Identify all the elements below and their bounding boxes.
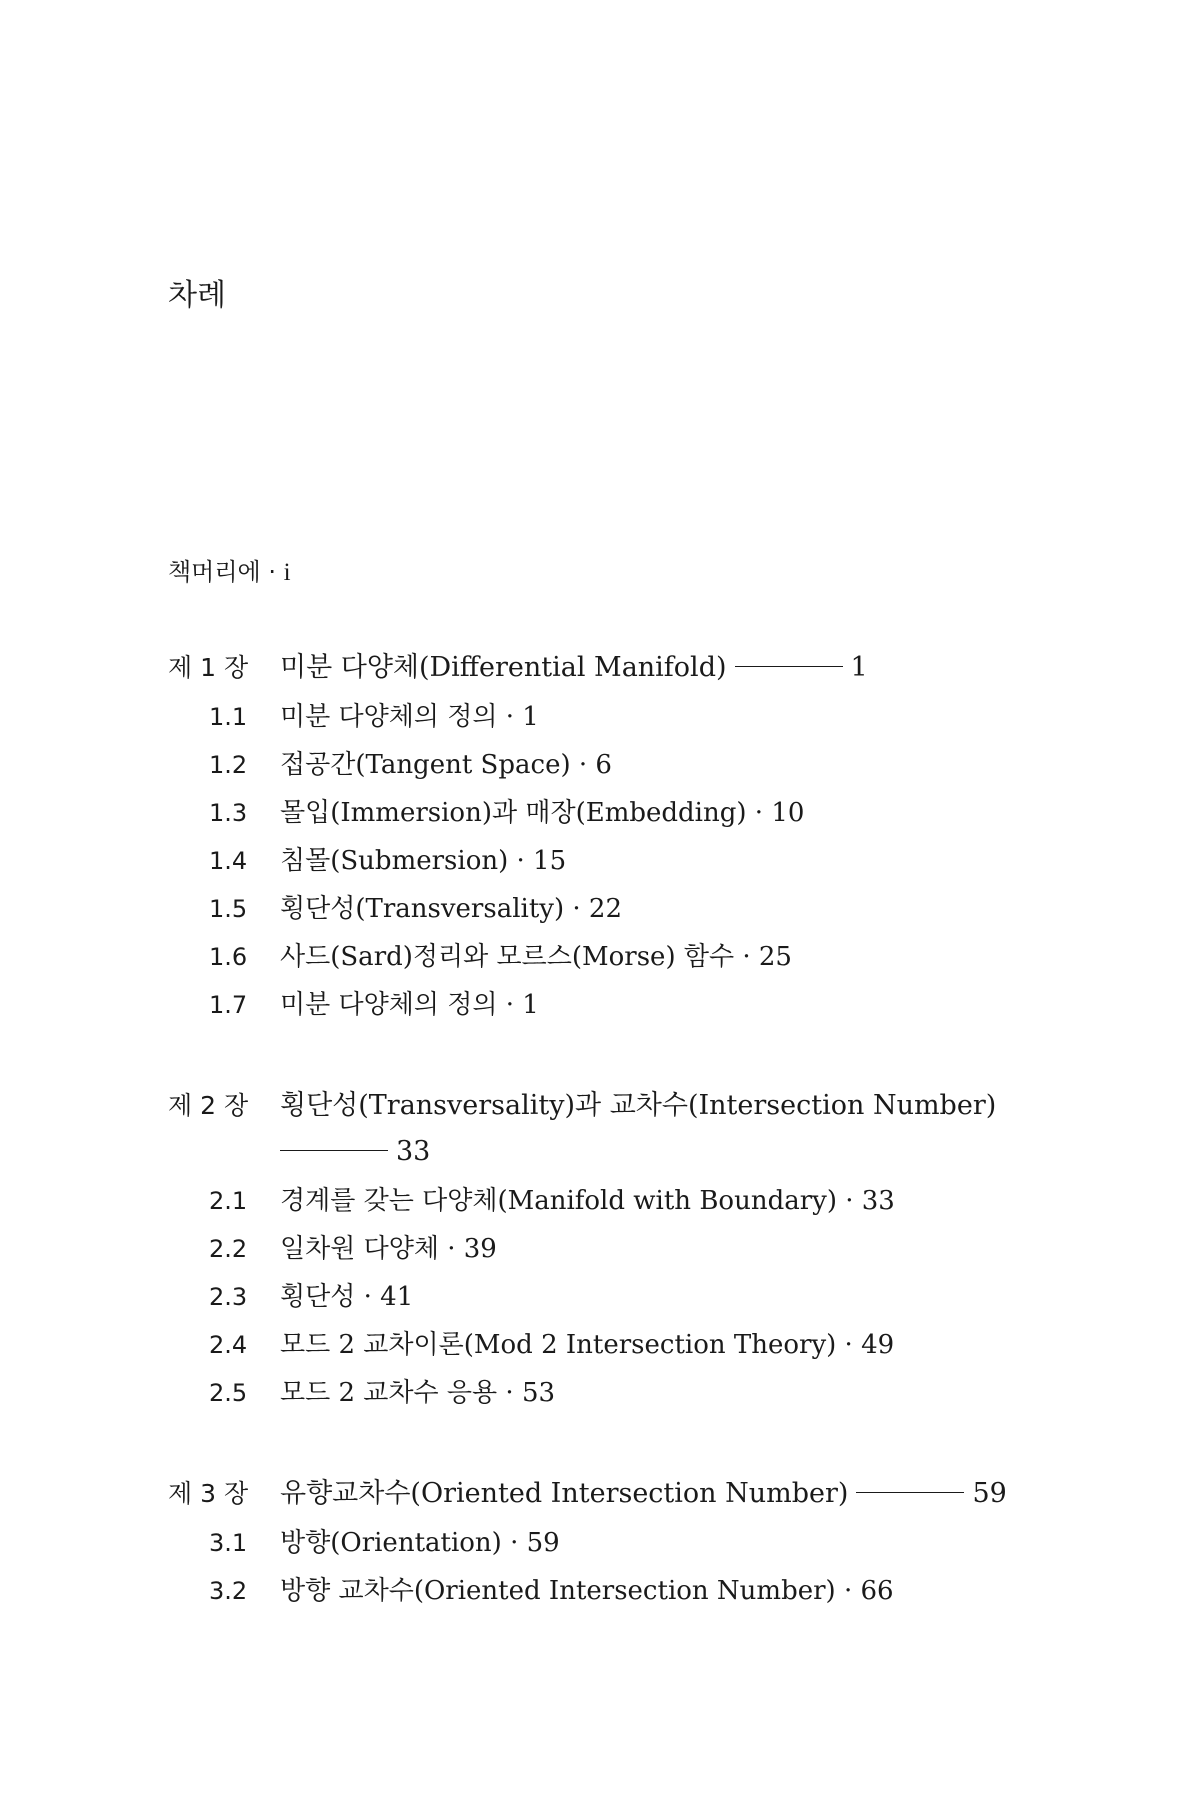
preface-page: i xyxy=(283,559,291,586)
section-list xyxy=(168,1177,1068,1417)
section-number: 1.6 xyxy=(209,943,248,971)
section-entry[interactable] xyxy=(168,789,1068,837)
section-page: 22 xyxy=(588,894,623,924)
section-entry[interactable] xyxy=(168,885,1068,933)
section-number: 3.1 xyxy=(209,1529,248,1557)
section-entry[interactable] xyxy=(168,1273,1068,1321)
section-title: 침몰(Submersion) · 15 xyxy=(280,846,567,876)
section-page: 66 xyxy=(860,1576,894,1606)
section-title: 방향(Orientation) · 59 xyxy=(280,1528,560,1558)
section-entry[interactable] xyxy=(168,1177,1068,1225)
section-entry[interactable] xyxy=(168,1321,1068,1369)
section-title: 모드 2 교차수 응용 · 53 xyxy=(280,1378,556,1408)
section-page: 59 xyxy=(526,1528,560,1558)
section-title: 일차원 다양체 · 39 xyxy=(280,1234,497,1264)
chapter-page-line xyxy=(168,1129,1068,1175)
section-list xyxy=(168,693,1068,1029)
chapter-number: 제 2 장 xyxy=(168,1091,249,1120)
chapter-title: 횡단성(Transversality)과 교차수(Intersection Number) xyxy=(280,1090,997,1121)
section-number: 2.2 xyxy=(209,1235,248,1263)
section-title: 미분 다양체의 정의 · 1 xyxy=(280,990,539,1020)
preface-entry[interactable]: 책머리에 · i xyxy=(168,558,291,586)
chapter-heading[interactable] xyxy=(168,1083,1068,1129)
section-title: 횡단성(Transversality) · 22 xyxy=(280,894,623,924)
section-number: 1.7 xyxy=(209,991,248,1019)
section-entry[interactable] xyxy=(168,837,1068,885)
chapter-heading[interactable] xyxy=(168,645,1068,691)
section-number: 1.4 xyxy=(209,847,248,875)
chapter-title: 미분 다양체(Differential Manifold) 1 xyxy=(280,652,868,683)
chapter-number: 제 3 장 xyxy=(168,1479,249,1508)
section-number: 1.1 xyxy=(209,703,248,731)
section-entry[interactable] xyxy=(168,741,1068,789)
section-title: 경계를 갖는 다양체(Manifold with Boundary) · 33 xyxy=(280,1186,895,1216)
section-list xyxy=(168,1519,1068,1615)
section-page: 25 xyxy=(758,942,792,972)
section-number: 2.5 xyxy=(209,1379,248,1407)
section-number: 2.1 xyxy=(209,1187,248,1215)
section-entry[interactable] xyxy=(168,1567,1068,1615)
section-number: 2.3 xyxy=(209,1283,248,1311)
chapter-title: 유향교차수(Oriented Intersection Number) 59 xyxy=(280,1478,1007,1509)
section-title: 접공간(Tangent Space) · 6 xyxy=(280,750,612,780)
page-title: 차례 xyxy=(168,278,226,313)
preface-label: 책머리에 xyxy=(168,558,261,586)
section-entry[interactable] xyxy=(168,981,1068,1029)
chapter-page: 33 xyxy=(396,1136,431,1167)
section-page: 41 xyxy=(380,1282,414,1312)
section-page: 53 xyxy=(521,1378,556,1408)
section-number: 1.2 xyxy=(209,751,248,779)
section-title: 사드(Sard)정리와 모르스(Morse) 함수 · 25 xyxy=(280,942,792,972)
chapter-2 xyxy=(168,1083,1068,1417)
section-title: 미분 다양체의 정의 · 1 xyxy=(280,702,539,732)
section-page: 39 xyxy=(463,1234,497,1264)
section-number: 1.3 xyxy=(209,799,248,827)
table-of-contents xyxy=(168,554,1068,1669)
chapter-3 xyxy=(168,1471,1068,1615)
chapter-1 xyxy=(168,645,1068,1029)
chapter-page: 1 xyxy=(850,652,868,683)
section-number: 1.5 xyxy=(209,895,248,923)
leader-line xyxy=(735,666,843,667)
section-title: 모드 2 교차이론(Mod 2 Intersection Theory) · 49 xyxy=(280,1330,895,1360)
section-page: 10 xyxy=(771,798,805,828)
leader-line xyxy=(856,1492,964,1493)
chapter-heading[interactable] xyxy=(168,1471,1068,1517)
section-entry[interactable] xyxy=(168,1369,1068,1417)
section-entry[interactable] xyxy=(168,1225,1068,1273)
chapter-number: 제 1 장 xyxy=(168,653,249,682)
chapter-page: 59 xyxy=(972,1478,1007,1509)
section-entry[interactable] xyxy=(168,933,1068,981)
section-entry[interactable] xyxy=(168,1519,1068,1567)
section-page: 49 xyxy=(861,1330,895,1360)
leader-line xyxy=(280,1150,388,1151)
section-number: 2.4 xyxy=(209,1331,248,1359)
section-page: 1 xyxy=(522,702,539,732)
section-page: 33 xyxy=(861,1186,895,1216)
section-title: 방향 교차수(Oriented Intersection Number) · 66 xyxy=(280,1576,894,1606)
section-number: 3.2 xyxy=(209,1577,248,1605)
section-page: 15 xyxy=(533,846,567,876)
section-page: 6 xyxy=(595,750,612,780)
section-entry[interactable] xyxy=(168,693,1068,741)
section-title: 횡단성 · 41 xyxy=(280,1282,414,1312)
section-title: 몰입(Immersion)과 매장(Embedding) · 10 xyxy=(280,798,805,828)
section-page: 1 xyxy=(522,990,539,1020)
